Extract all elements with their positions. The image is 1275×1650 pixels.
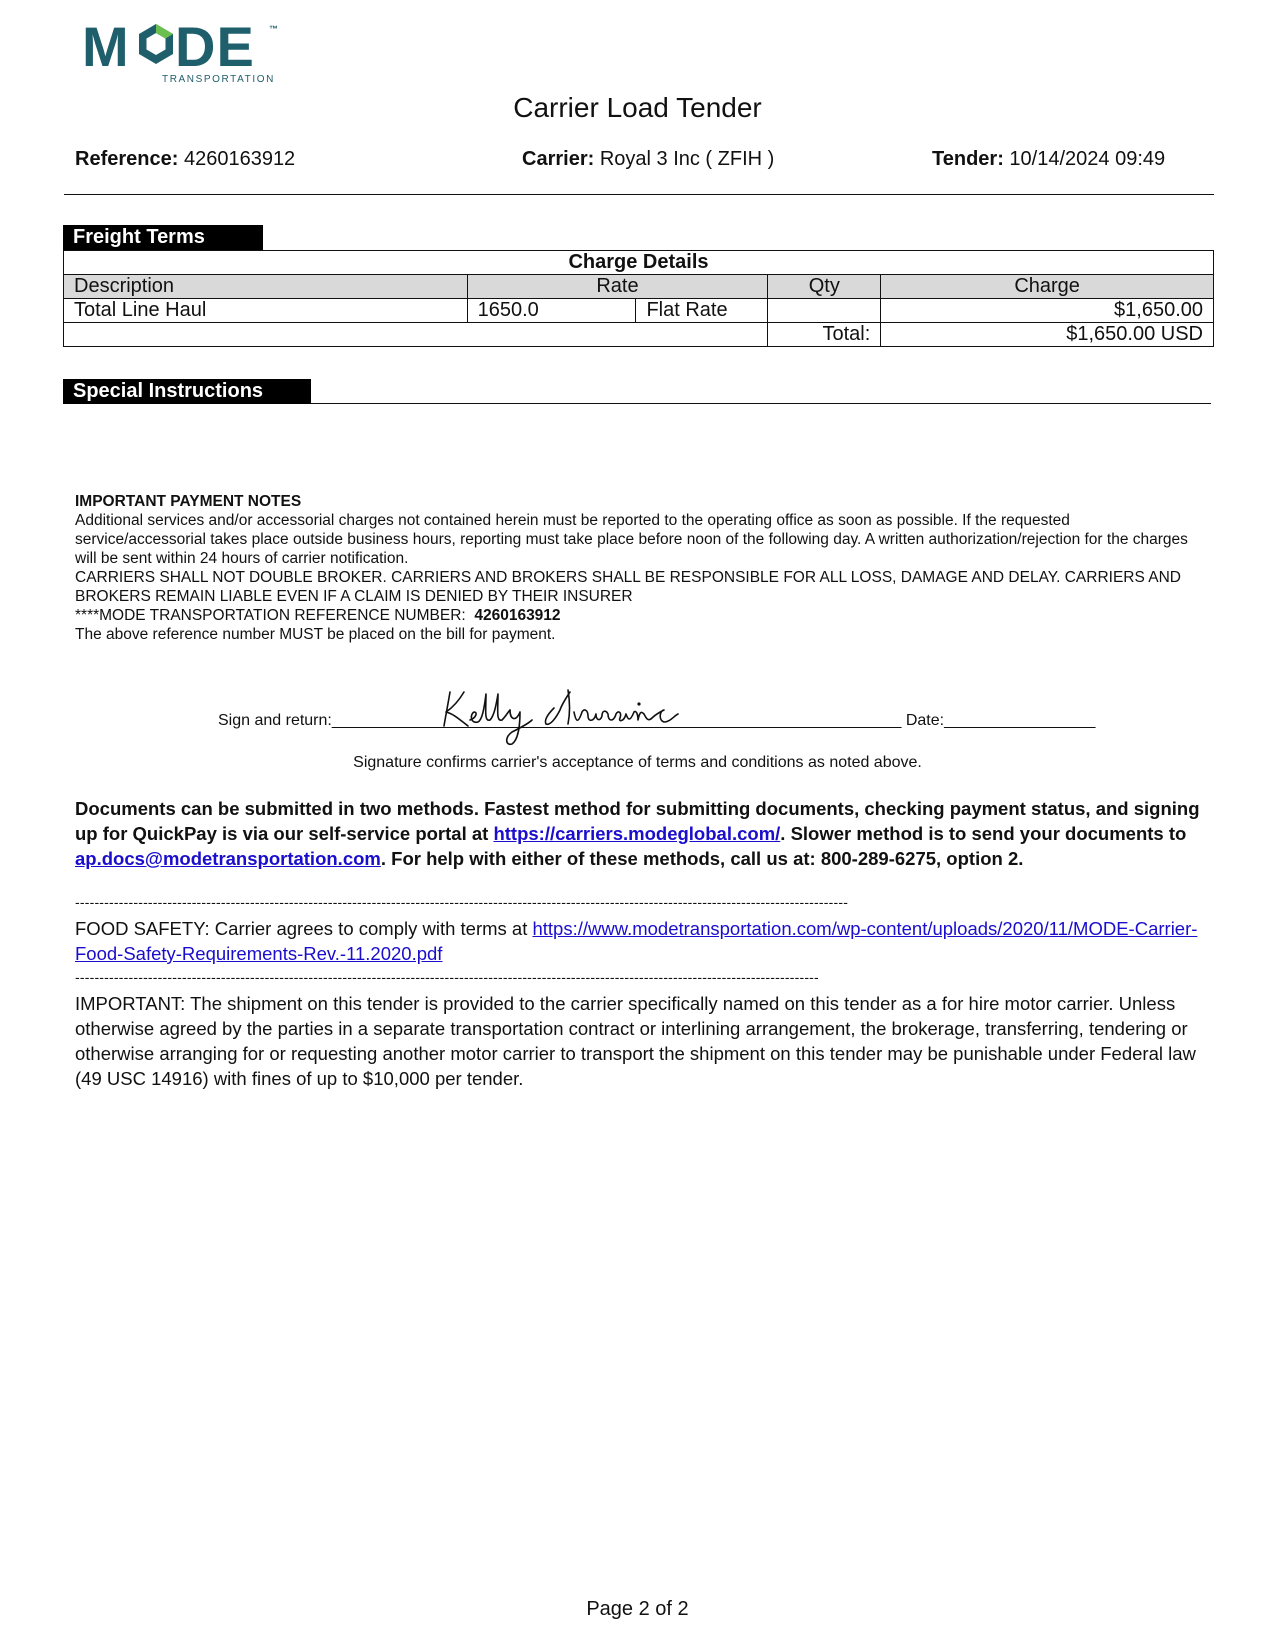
carrier-label: Carrier: (522, 148, 595, 170)
date-label: Date: (905, 712, 945, 729)
svg-text:DE: DE (175, 22, 255, 78)
total-value: $1,650.00 USD (881, 323, 1214, 347)
reference-field (75, 148, 295, 171)
food-safety-notice (75, 916, 1210, 966)
document-title: Carrier Load Tender (513, 92, 762, 123)
total-row (64, 323, 1214, 347)
payment-notes-para1: Additional services and/or accessorial charges not contained herein must be reported to the operating office as soon as possible. If the requested service/accessorial takes place outside business hours, reporting must take place before noon of the following day. A written authorization/rejection for the charges will be sent within 24 hours of carrier notification. (75, 512, 1188, 567)
payment-notes-heading: IMPORTANT PAYMENT NOTES (75, 493, 302, 510)
important-notice: IMPORTANT: The shipment on this tender is provided to the carrier specifically named on this tender as a for hire motor carrier. Unless otherwise agreed by the parties in a separate transportation contract or interlining arrangement, the brokerage, transferring, tendering or otherwise arranging for or requesting another motor carrier to transport the shipment on this tender may be punishable under Federal law (49 USC 14916) with fines of up to $10,000 per tender. (75, 993, 1196, 1089)
payment-notes-ref (75, 606, 1205, 625)
column-header-qty: Qty (768, 275, 881, 299)
sign-label: Sign and return: (218, 712, 332, 729)
payment-notes (75, 492, 1205, 644)
payment-notes-para2: CARRIERS SHALL NOT DOUBLE BROKER. CARRIERS AND BROKERS SHALL BE RESPONSIBLE FOR ALL LOSS, DAMAGE AND DELAY. CARRIERS AND BROKERS REMAIN LIABLE EVEN IF A CLAIM IS DENIED BY THEIR INSURER (75, 569, 1181, 605)
special-instructions-heading: Special Instructions (63, 379, 311, 404)
signature-confirmation: Signature confirms carrier's acceptance of terms and conditions as noted above. (353, 754, 922, 771)
carrier-value: Royal 3 Inc ( ZFIH ) (599, 148, 775, 170)
docs-text-2: . Slower method is to send your documents to (780, 823, 1187, 844)
tender-field (932, 148, 1165, 171)
row-qty (768, 299, 881, 323)
docs-text-1: Documents can be submitted in two methods. Fastest method for submitting documents, checking payment status, and signing up for QuickPay is via our self-service portal at (75, 798, 1200, 844)
header-divider (64, 194, 1214, 195)
page-number: Page 2 of 2 (586, 1598, 689, 1620)
document-submission-instructions (75, 796, 1210, 871)
column-header-rate: Rate (467, 275, 768, 299)
portal-link[interactable]: https://carriers.modeglobal.com/ (493, 823, 781, 844)
row-charge: $1,650.00 (881, 299, 1214, 323)
charge-details-table (63, 250, 1214, 347)
column-header-charge: Charge (881, 275, 1214, 299)
total-spacer (64, 323, 768, 347)
payment-notes-para3: The above reference number MUST be placed on the bill for payment. (75, 626, 556, 643)
docs-text-3: . For help with either of these methods, call us at: 800-289-6275, option 2. (380, 848, 1024, 869)
reference-label: Reference: (75, 148, 179, 170)
carrier-field (522, 148, 774, 171)
logo-trademark: ™ (269, 24, 278, 34)
column-header-description: Description (64, 275, 468, 299)
svg-text:M: M (82, 22, 130, 78)
food-safety-text: FOOD SAFETY: Carrier agrees to comply with terms at (75, 918, 533, 939)
charge-details-caption: Charge Details (64, 251, 1214, 275)
row-rate-type: Flat Rate (636, 299, 768, 323)
reference-value: 4260163912 (183, 148, 296, 170)
row-description: Total Line Haul (64, 299, 468, 323)
tender-value: 10/14/2024 09:49 (1009, 148, 1166, 170)
company-logo (82, 22, 282, 86)
table-header-row (64, 275, 1214, 299)
table-row (64, 299, 1214, 323)
email-link[interactable]: ap.docs@modetransportation.com (75, 848, 381, 869)
row-rate: 1650.0 (467, 299, 636, 323)
dashed-separator-2: --------------------------------------------------------------------------------------------------------------------------------------------------------- (75, 969, 819, 985)
dashed-separator-1: --------------------------------------------------------------------------------------------------------------------------------------------------------------- (75, 894, 849, 910)
ref-number-value: 4260163912 (474, 607, 561, 624)
freight-terms-heading: Freight Terms (63, 225, 263, 250)
total-label: Total: (768, 323, 881, 347)
date-line[interactable]: _________________ (944, 712, 1096, 729)
logo-subtitle: TRANSPORTATION (162, 74, 275, 85)
sign-line[interactable]: ________________________________________________________________ (331, 712, 902, 729)
special-instructions-divider (311, 403, 1211, 404)
tender-label: Tender: (932, 148, 1004, 170)
ref-number-label: ****MODE TRANSPORTATION REFERENCE NUMBER: (75, 607, 466, 624)
handwritten-signature (442, 680, 702, 750)
food-safety-link[interactable]: https://www.modetransportation.com/wp-content/uploads/2020/11/MODE-Carrier-Food-Safety-Requirements-Rev.-11.2020.pdf (75, 918, 1198, 964)
